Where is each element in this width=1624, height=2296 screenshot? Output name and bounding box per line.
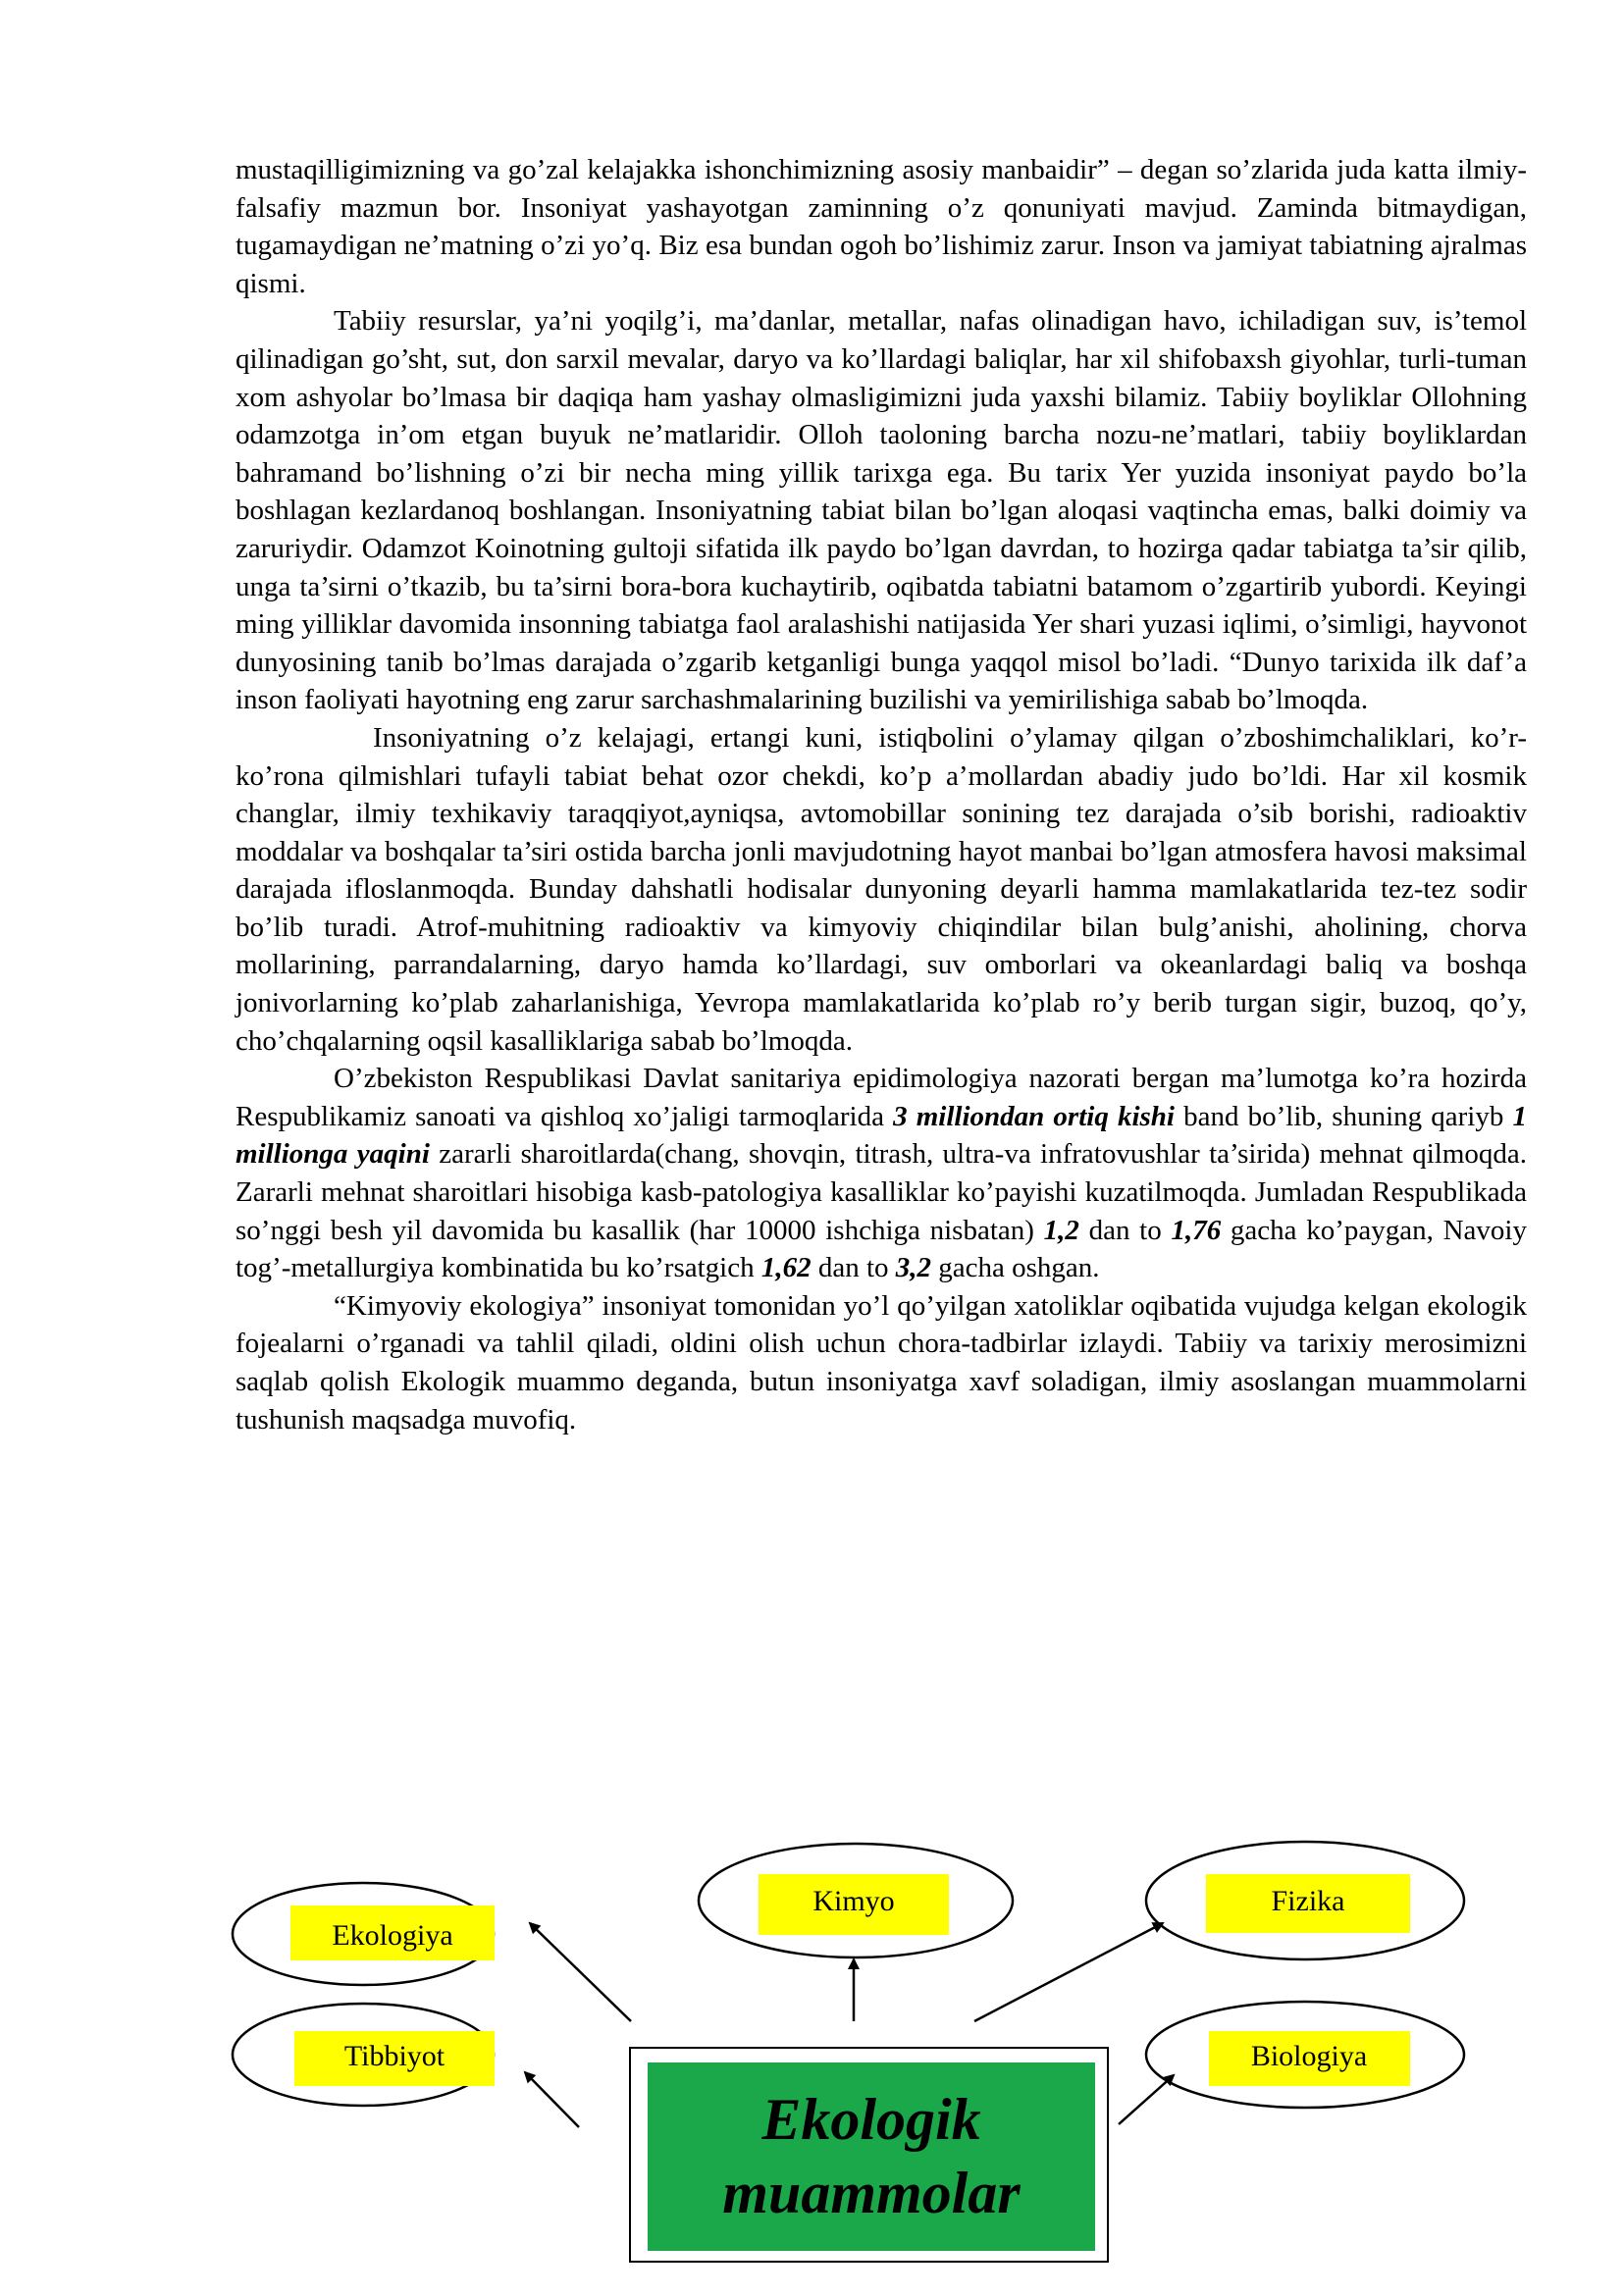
arrow-to-tibbiyot (525, 2072, 579, 2127)
node-fizika-label: Fizika (1271, 1885, 1345, 1917)
paragraph-text: band bo’lib, shuning qariyb (1174, 1100, 1513, 1132)
node-tibbiyot (233, 2004, 495, 2106)
paragraph-text: dan to (1078, 1214, 1172, 1246)
node-kimyo (699, 1844, 1013, 1957)
paragraph-text: “Kimyoviy ekologiya” insoniyat tomonidan yo’l qo’yilgan xatoliklar oqibatida vujudga kelgan ekologik fojealarni o’rganadi va tahlil qiladi, oldini olish uchun chora-tadbirlar izlaydi. Tabiiy va tarixiy merosimizni saqlab qolish Ekologik muammo deganda, butun insoniyatga xavf soladigan, ilmiy asoslangan muammolarni tushunish maqsadga muvofiq. (236, 1289, 1527, 1435)
node-tibbiyot-label: Tibbiyot (343, 2040, 445, 2072)
emphasis-text: 3,2 (895, 1252, 932, 1284)
paragraph-text: mustaqilligimizning va go’zal kelajakka ishonchimizning asosiy manbaidir” – degan so’zlarida juda katta ilmiy-falsafiy mazmun bor. Insoniyat yashayotgan zaminning o’z qonuniyati mavjud. Zaminda bitmaydigan, tugamaydigan ne’matning o’zi yo’q. Biz esa bundan ogoh bo’lishimiz zarur. Inson va jamiyat tabiatning ajralmas qismi. (236, 154, 1527, 299)
paragraph-text: Tabiiy resurslar, ya’ni yoqilg’i, ma’danlar, metallar, nafas olinadigan havo, ichiladigan suv, is’temol qilinadigan go’sht, sut, don sarxil mevalar, daryo va ko’llardagi baliqlar, har xil shifobaxsh giyohlar, turli-tuman xom ashyolar bo’lmasa bir daqiqa ham yashay olmasligimizni juda yaxshi bilamiz. Tabiiy boyliklar Ollohning odamzotga in’om etgan buyuk ne’matlaridir. Olloh taoloning barcha nozu-ne’matlari, tabiiy boyliklardan bahramand bo’lishning o’zi bir necha ming yillik tarixga ega. Bu tarix Yer yuzida insoniyat paydo bo’la boshlagan kezlardanoq boshlangan. Insoniyatning tabiat bilan bo’lgan aloqasi vaqtincha emas, balki doimiy va zaruriydir. Odamzot Koinotning gultoji sifatida ilk paydo bo’lgan davrdan, to hozirga qadar tabiatga ta’sir qilib, unga ta’sirni o’tkazib, bu ta’sirni bora-bora kuchaytirib, oqibatda tabiatni batamom o’zgartirib yubordi. Keyingi ming yilliklar davomida insonning tabiatga faol aralashishi natijasida Yer shari yuzasi iqlimi, o’simligi, hayvonot dunyosining tanib bo’lmas darajada o’zgarib ketganligi bunga yaqqol misol bo’ladi. “Dunyo tarixida ilk daf’a inson faoliyati hayotning eng zarur sarchashmalarining buzilishi va yemirilishiga sabab bo’lmoqda. (236, 305, 1527, 716)
node-ekologiya (233, 1883, 495, 1985)
node-fizika (1146, 1842, 1464, 1959)
center-label-line2: muammolar (722, 2161, 1021, 2225)
node-center (630, 2048, 1108, 2262)
paragraph-text: gacha oshgan. (931, 1252, 1100, 1284)
paragraph-text: O’zbekiston Respublikasi Davlat sanitariya epidimologiya nazorati bergan ma’lumotga ko’ra hozirda Respublikamiz sanoati va qishloq xo’jaligi tarmoqlarida (236, 1063, 1527, 1132)
paragraph-text: zararli sharoitlarda(chang, shovqin, titrash, ultra-va infratovushlar ta’sirida) mehnat qilmoqda. Zararli mehnat sharoitlari hisobiga kasb-patologiya kasalliklar ko’payishi kuzatilmoqda. Jumladan Respublikada so’nggi besh yil davomida bu kasallik (har 10000 ishchiga nisbatan) (236, 1138, 1528, 1246)
emphasis-text: 1,2 (1043, 1214, 1079, 1246)
arrow-to-biologiya (1119, 2075, 1174, 2124)
node-biologiya (1146, 2002, 1464, 2108)
emphasis-text: 1,62 (760, 1252, 812, 1284)
node-biologiya-label: Biologiya (1250, 2040, 1368, 2072)
paragraph-text: dan to (811, 1252, 896, 1284)
node-kimyo-label: Kimyo (812, 1885, 895, 1917)
emphasis-text: 1,76 (1171, 1214, 1222, 1246)
arrow-to-ekologiya (530, 1923, 631, 2021)
paragraph-text: Insoniyatning o’z kelajagi, ertangi kuni, istiqbolini o’ylamay qilgan o’zboshimchaliklari, ko’r-ko’rona qilmishlari tufayli tabiat behat ozor chekdi, ko’p a’mollardan abadiy judo bo’ldi. Har xil kosmik changlar, ilmiy texhikaviy taraqqiyot,ayniqsa, avtomobillar sonining tez darajada o’sib borishi, radioaktiv moddalar va boshqalar ta’siri ostida barcha jonli mavjudotning hayot manbai bo’lgan atmosfera havosi maksimal darajada ifloslanmoqda. Bunday dahshatli hodisalar dunyoning deyarli hamma mamlakatlarida tez-tez sodir bo’lib turadi. Atrof-muhitning radioaktiv va kimyoviy chiqindilar bilan bulg’anishi, aholining, chorva mollarining, parrandalarning, daryo hamda ko’llardagi, suv omborlari va okeanlardagi baliq va boshqa jonivorlarning ko’plab zaharlanishiga, Yevropa mamlakatlarida ko’plab ro’y berib turgan sigir, buzoq, qo’y, cho’chqalarning oqsil kasalliklariga sabab bo’lmoqda. (236, 721, 1527, 1057)
emphasis-text: 1 millionga yaqini (236, 1100, 1527, 1171)
node-ekologiya-label: Ekologiya (332, 1919, 453, 1952)
emphasis-text: 3 milliondan ortiq kishi (893, 1100, 1175, 1132)
paragraph-text: gacha ko’paygan, Navoiy tog’-metallurgiya kombinatida bu ko’rsatgich (236, 1214, 1527, 1284)
arrow-to-fizika (974, 1923, 1163, 2021)
center-label-line1: Ekologik (761, 2087, 981, 2152)
